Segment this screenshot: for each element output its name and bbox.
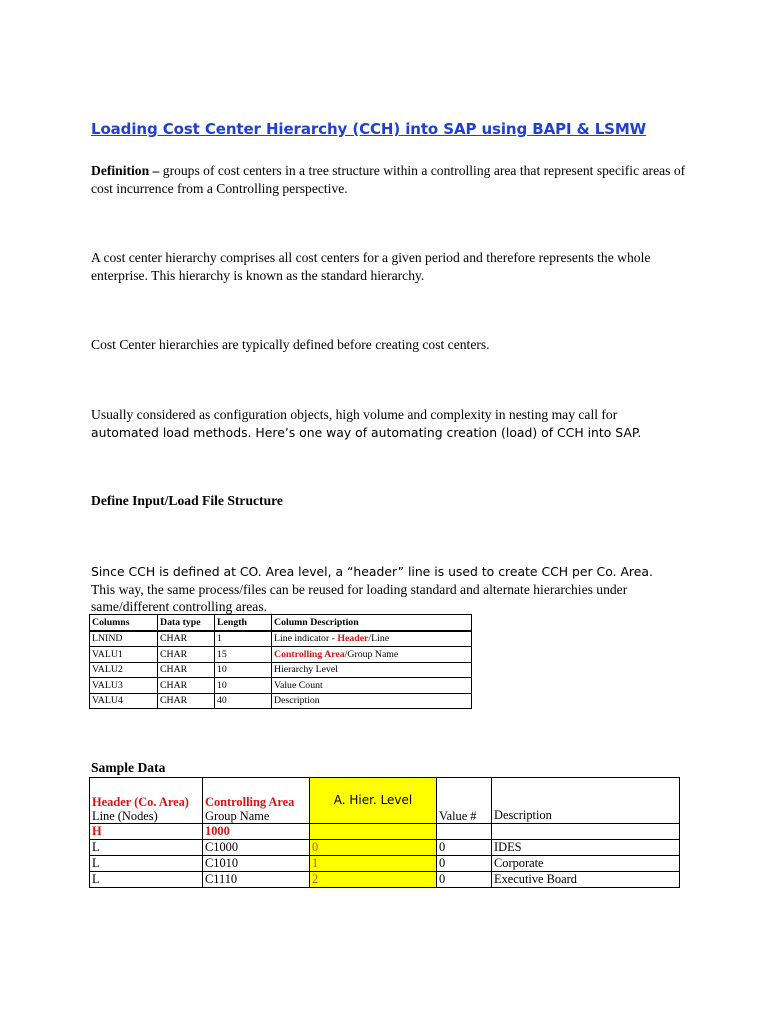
cell-level — [310, 824, 437, 840]
header-line-nodes-label: Line (Nodes) — [92, 809, 158, 823]
definition-text: groups of cost centers in a tree structure within a controlling area that represent specific areas of cost incurrence from a Controlling perspective. — [91, 163, 686, 196]
cell-description — [272, 631, 472, 647]
table-row — [90, 631, 472, 647]
cell-value: 0 — [437, 840, 492, 856]
cell-column: VALU4 — [90, 693, 158, 709]
desc-text: Line indicator - — [274, 633, 338, 645]
cell-group: C1110 — [203, 872, 310, 888]
header-description: Description — [492, 778, 680, 824]
header-cell-line-type — [90, 778, 203, 824]
document-title: Loading Cost Center Hierarchy (CCH) into SAP using BAPI & LSMW — [91, 120, 647, 138]
structure-header-datatype: Data type — [158, 615, 215, 631]
cell-description — [272, 647, 472, 663]
structure-header-description: Column Description — [272, 615, 472, 631]
cell-description — [492, 824, 680, 840]
paragraph-automation — [91, 406, 691, 441]
paragraph-header-line1: Since CCH is defined at CO. Area level, a “header” line is used to create CCH per Co. Area. — [91, 564, 653, 579]
structure-table — [89, 614, 472, 709]
cell-group: C1010 — [203, 856, 310, 872]
cell-level: 1 — [310, 856, 437, 872]
header-hier-level: A. Hier. Level — [310, 778, 437, 824]
cell-description: Corporate — [492, 856, 680, 872]
desc-suffix: /Line — [368, 633, 390, 645]
cell-group: C1000 — [203, 840, 310, 856]
cell-value: 0 — [437, 872, 492, 888]
table-row — [90, 840, 680, 856]
paragraph-automation-line2: automated load methods. Here’s one way of automating creation (load) of CCH into SAP. — [91, 424, 642, 440]
table-row — [90, 678, 472, 694]
header-controlling-area-label: Controlling Area — [205, 795, 295, 809]
cell-column: VALU3 — [90, 678, 158, 694]
header-group-name-label: Group Name — [205, 809, 270, 823]
table-row — [90, 856, 680, 872]
cell-description: Hierarchy Level — [272, 662, 472, 678]
cell-type: CHAR — [158, 662, 215, 678]
cell-line-indicator: H — [90, 824, 203, 840]
table-row — [90, 824, 680, 840]
cell-length: 10 — [215, 678, 272, 694]
definition-paragraph — [91, 162, 691, 197]
table-row — [90, 693, 472, 709]
sample-table-header — [90, 778, 680, 824]
cell-length: 10 — [215, 662, 272, 678]
structure-header-length: Length — [215, 615, 272, 631]
cell-value — [437, 824, 492, 840]
cell-description: Value Count — [272, 678, 472, 694]
desc-highlight: Header — [337, 633, 369, 645]
cell-value: 0 — [437, 856, 492, 872]
header-cell-group — [203, 778, 310, 824]
cell-level: 0 — [310, 840, 437, 856]
cell-type: CHAR — [158, 693, 215, 709]
definition-label: Definition – — [91, 163, 160, 178]
cell-description: Description — [272, 693, 472, 709]
cell-description: Executive Board — [492, 872, 680, 888]
cell-column: VALU1 — [90, 647, 158, 663]
paragraph-defined-before: Cost Center hierarchies are typically defined before creating cost centers. — [91, 337, 490, 352]
structure-table-header — [90, 615, 472, 631]
cell-length: 1 — [215, 631, 272, 647]
cell-description: IDES — [492, 840, 680, 856]
paragraph-header-line2: This way, the same process/files can be reused for loading standard and alternate hierarchies under same/different controlling areas. — [91, 581, 628, 614]
paragraph-automation-line1: Usually considered as configuration objects, high volume and complexity in nesting may call for — [91, 407, 618, 422]
desc-suffix: /Group Name — [344, 648, 399, 660]
cell-column: VALU2 — [90, 662, 158, 678]
cell-line-indicator: L — [90, 856, 203, 872]
cell-line-indicator: L — [90, 840, 203, 856]
cell-group: 1000 — [203, 824, 310, 840]
header-value-count: Value # — [437, 778, 492, 824]
sample-data-table — [89, 777, 680, 888]
header-co-area-label: Header (Co. Area) — [92, 795, 189, 809]
table-row — [90, 872, 680, 888]
cell-line-indicator: L — [90, 872, 203, 888]
cell-type: CHAR — [158, 631, 215, 647]
heading-input-structure: Define Input/Load File Structure — [91, 493, 283, 508]
cell-column: LNIND — [90, 631, 158, 647]
desc-highlight: Controlling Area — [274, 648, 345, 660]
paragraph-hierarchy: A cost center hierarchy comprises all cost centers for a given period and therefore represents the whole enterprise. This hierarchy is known as the standard hierarchy. — [91, 250, 651, 283]
cell-type: CHAR — [158, 647, 215, 663]
structure-header-columns: Columns — [90, 615, 158, 631]
table-row — [90, 662, 472, 678]
heading-sample-data: Sample Data — [91, 760, 166, 775]
cell-length: 15 — [215, 647, 272, 663]
table-row — [90, 647, 472, 663]
cell-level: 2 — [310, 872, 437, 888]
cell-type: CHAR — [158, 678, 215, 694]
paragraph-header-line — [91, 563, 691, 616]
cell-length: 40 — [215, 693, 272, 709]
